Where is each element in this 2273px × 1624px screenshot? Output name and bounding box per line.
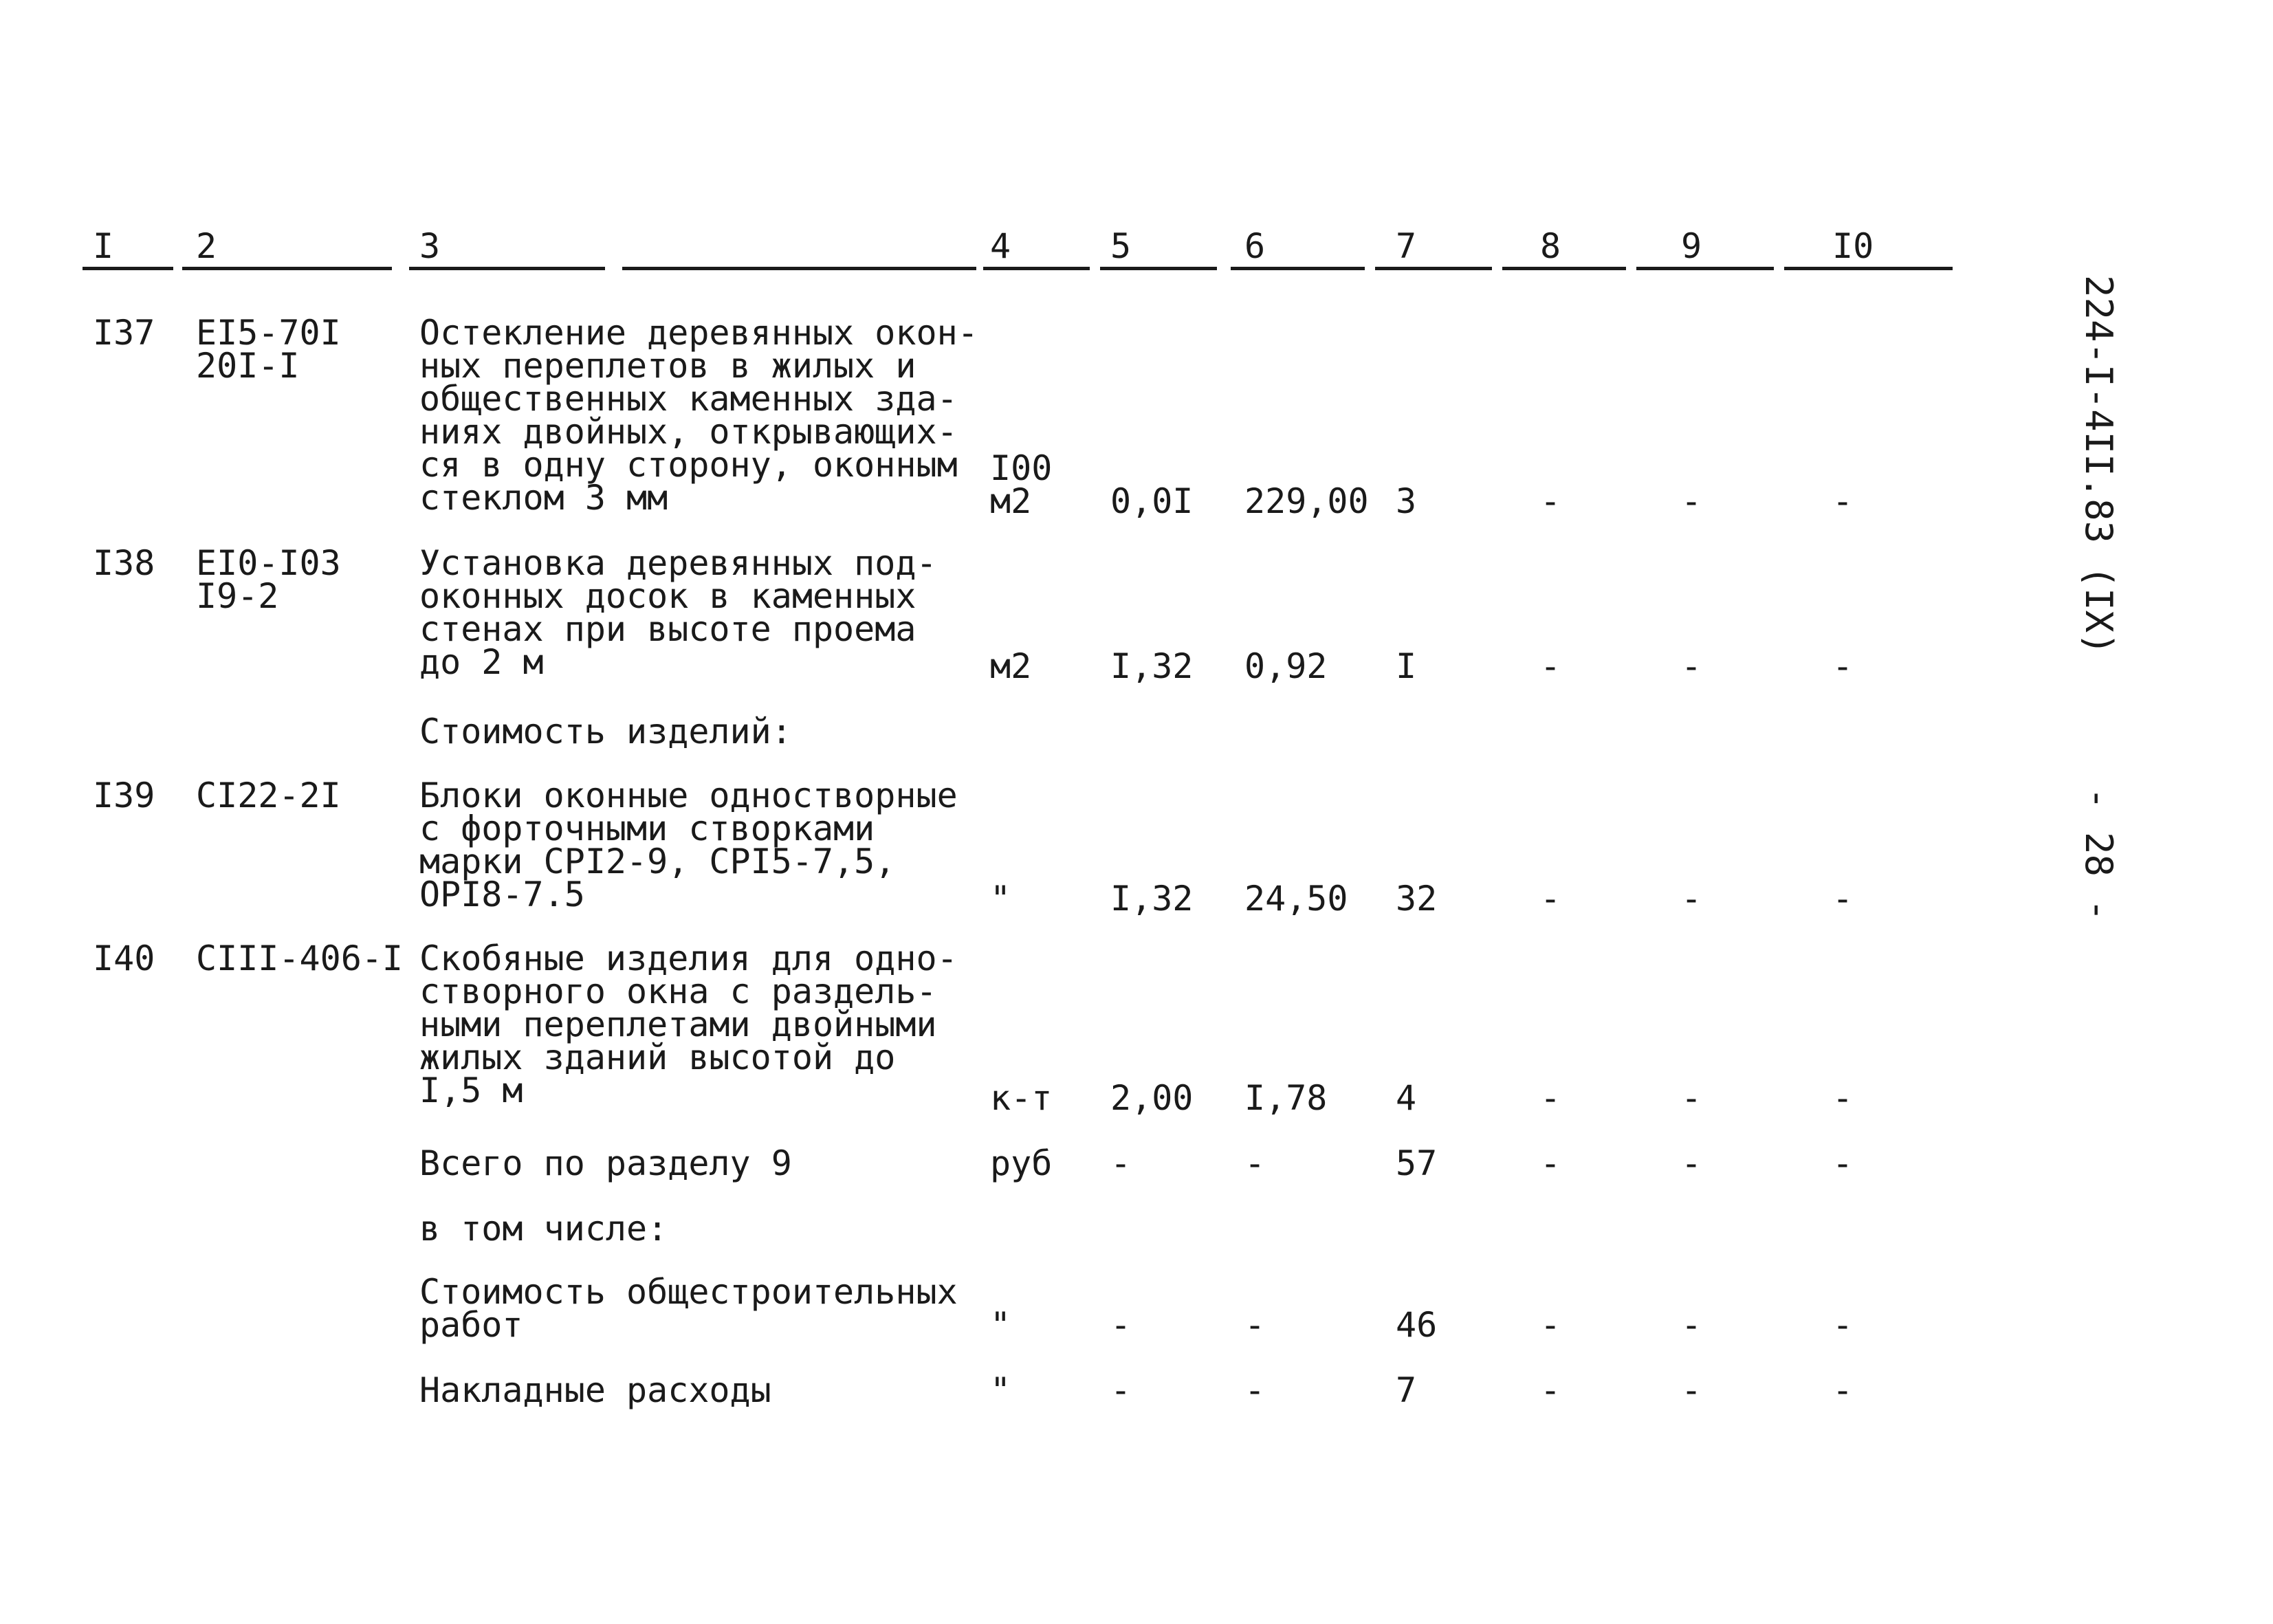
header-rule: [1375, 267, 1492, 270]
unit-of-measure: к-т: [990, 1078, 1053, 1118]
column-9-value: -: [1681, 481, 1702, 521]
column-10-value: -: [1832, 1143, 1854, 1183]
unit-price: -: [1244, 1143, 1266, 1183]
column-9-value: -: [1681, 1143, 1702, 1183]
row-number: I39: [93, 776, 155, 815]
unit-price: -: [1244, 1370, 1266, 1410]
column-9-value: -: [1681, 646, 1702, 686]
column-8-value: -: [1540, 1305, 1561, 1345]
column-8-value: -: [1540, 879, 1561, 919]
row-number: I40: [93, 939, 155, 978]
work-description: до 2 м: [419, 642, 544, 682]
quantity: -: [1110, 1143, 1132, 1183]
row-number: I37: [93, 313, 155, 353]
work-description: общественных каменных зда-: [419, 379, 958, 419]
unit-price: -: [1244, 1305, 1266, 1345]
header-rule: [622, 267, 976, 270]
header-rule: [409, 267, 605, 270]
work-description: ОРI8-7.5: [419, 875, 585, 914]
unit-of-measure: ": [990, 1305, 1011, 1345]
unit-price: I,78: [1244, 1078, 1328, 1118]
unit-of-measure: м2: [990, 481, 1032, 521]
column-header-8: 8: [1540, 226, 1561, 266]
work-description: I,5 м: [419, 1071, 523, 1110]
work-description: Остекление деревянных окон-: [419, 313, 978, 353]
norm-code: 20I-I: [196, 346, 300, 386]
work-description: в том числе:: [419, 1209, 668, 1249]
page-number: - 28 -: [2077, 787, 2120, 922]
column-8-value: -: [1540, 646, 1561, 686]
column-header-6: 6: [1244, 226, 1266, 266]
work-description: работ: [419, 1305, 523, 1345]
unit-price: 24,50: [1244, 879, 1348, 919]
quantity: 2,00: [1110, 1078, 1194, 1118]
quantity: I,32: [1110, 646, 1194, 686]
column-header-4: 4: [990, 226, 1011, 266]
column-header-2: 2: [196, 226, 217, 266]
column-8-value: -: [1540, 1078, 1561, 1118]
column-8-value: -: [1540, 481, 1561, 521]
column-10-value: -: [1832, 879, 1854, 919]
column-9-value: -: [1681, 1370, 1702, 1410]
unit-price: 229,00: [1244, 481, 1369, 521]
work-description: с форточными створками: [419, 809, 875, 848]
column-header-5: 5: [1110, 226, 1132, 266]
work-description: стеклом 3 мм: [419, 478, 668, 518]
unit-of-measure: I00: [990, 448, 1053, 488]
work-description: Накладные расходы: [419, 1370, 771, 1410]
column-8-value: -: [1540, 1143, 1561, 1183]
work-description: ными переплетами двойными: [419, 1005, 937, 1044]
norm-code: CIII-406-I: [196, 939, 404, 978]
unit-of-measure: м2: [990, 646, 1032, 686]
work-description: стенах при высоте проема: [419, 609, 916, 649]
document-code: 224-I-4II.83 (IX): [2077, 275, 2120, 655]
work-description: Стоимость изделий:: [419, 712, 792, 751]
total-cost: I: [1396, 646, 1417, 686]
total-cost: 57: [1396, 1143, 1438, 1183]
quantity: -: [1110, 1370, 1132, 1410]
column-header-10: I0: [1832, 226, 1874, 266]
total-cost: 32: [1396, 879, 1438, 919]
total-cost: 46: [1396, 1305, 1438, 1345]
quantity: 0,0I: [1110, 481, 1194, 521]
column-10-value: -: [1832, 1370, 1854, 1410]
work-description: ся в одну сторону, оконным: [419, 445, 958, 485]
unit-price: 0,92: [1244, 646, 1328, 686]
work-description: ниях двойных, открывающих-: [419, 412, 958, 452]
work-description: ных переплетов в жилых и: [419, 346, 916, 386]
total-cost: 3: [1396, 481, 1417, 521]
column-10-value: -: [1832, 1078, 1854, 1118]
unit-of-measure: ": [990, 1370, 1011, 1410]
header-rule: [1231, 267, 1365, 270]
work-description: жилых зданий высотой до: [419, 1038, 896, 1077]
header-rule: [1502, 267, 1626, 270]
norm-code: I9-2: [196, 576, 279, 616]
total-cost: 4: [1396, 1078, 1417, 1118]
norm-code: EI5-70I: [196, 313, 341, 353]
column-10-value: -: [1832, 1305, 1854, 1345]
total-cost: 7: [1396, 1370, 1417, 1410]
norm-code: CI22-2I: [196, 776, 341, 815]
header-rule: [983, 267, 1090, 270]
work-description: Стоимость общестроительных: [419, 1272, 958, 1312]
quantity: -: [1110, 1305, 1132, 1345]
work-description: оконных досок в каменных: [419, 576, 916, 616]
work-description: Установка деревянных под-: [419, 543, 937, 583]
column-header-3: 3: [419, 226, 441, 266]
header-rule: [1100, 267, 1217, 270]
header-rule: [1636, 267, 1774, 270]
column-9-value: -: [1681, 1305, 1702, 1345]
column-header-1: I: [93, 226, 114, 266]
unit-of-measure: руб: [990, 1143, 1053, 1183]
header-rule: [182, 267, 392, 270]
column-header-9: 9: [1681, 226, 1702, 266]
row-number: I38: [93, 543, 155, 583]
column-10-value: -: [1832, 481, 1854, 521]
work-description: Блоки оконные одностворные: [419, 776, 958, 815]
work-description: марки СРI2-9, СРI5-7,5,: [419, 842, 896, 881]
column-header-7: 7: [1396, 226, 1417, 266]
header-rule: [1784, 267, 1953, 270]
quantity: I,32: [1110, 879, 1194, 919]
norm-code: EI0-I03: [196, 543, 341, 583]
header-rule: [83, 267, 173, 270]
unit-of-measure: ": [990, 879, 1011, 919]
work-description: Скобяные изделия для одно-: [419, 939, 958, 978]
work-description: Всего по разделу 9: [419, 1143, 792, 1183]
column-9-value: -: [1681, 879, 1702, 919]
column-9-value: -: [1681, 1078, 1702, 1118]
column-8-value: -: [1540, 1370, 1561, 1410]
column-10-value: -: [1832, 646, 1854, 686]
work-description: створного окна с раздель-: [419, 972, 937, 1011]
